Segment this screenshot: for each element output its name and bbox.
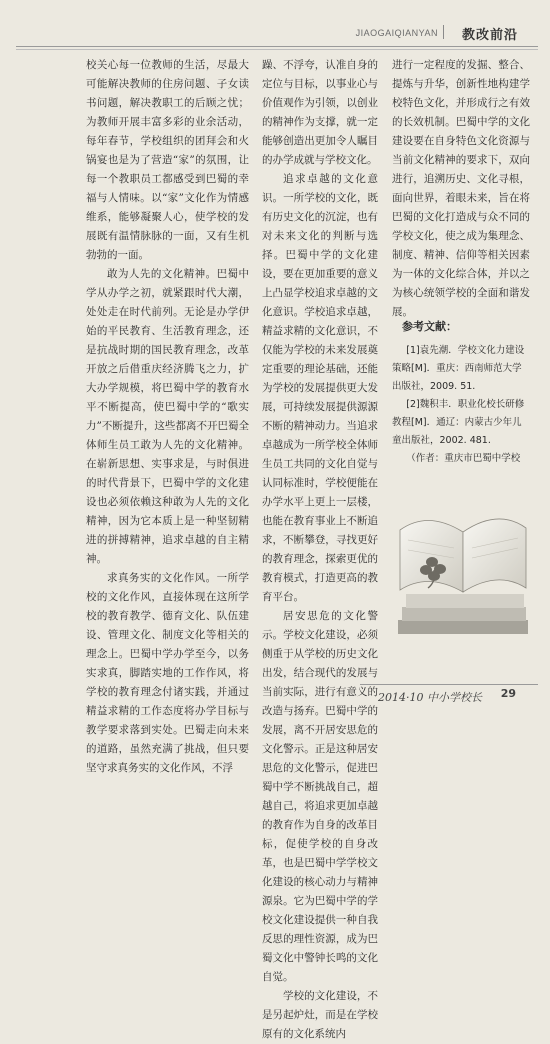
header-separator (443, 25, 444, 39)
header-rule-secondary (16, 49, 538, 50)
paragraph: 躁、不浮夸，认准自身的定位与目标，以事业心与价值观作为引领，以创业的精神作为支撑，就一定能够创造出更加令人瞩目的办学成就与学校文化。 (262, 59, 378, 166)
header-english: JIAOGAIQIANYAN (355, 28, 438, 38)
paragraph: 居安思危的文化警示。学校文化建设，必须侧重于从学校的历史文化出发，结合现代的发展与当前实际，进行有意义的改造与扬弃。巴蜀中学的发展，离不开居安思危的文化警示。正是这种居安思危的文化警示，促进巴蜀中学不断挑战自己，超越自己，将追求更加卓越的教育作为自身的改革目标，促使学校的自身改革，也是巴蜀中学学校文化建设的核心动力与精神源泉。它为巴蜀中学的学校文化建设提供一种自我反思的理性资源，成为巴蜀文化中警钟长鸣的文化自觉。 (262, 610, 378, 983)
text-column-1 (86, 56, 249, 774)
paragraph: 校关心每一位教师的生活，尽最大可能解决教师的住房问题、子女读书问题，解决教职工的后顾之忧；为教师开展丰富多彩的业余活动，每年春节，学校组织的团拜会和火锅宴也是为了营造“家”的氛围，让每一个教职员工都感受到巴蜀的幸福与人情味。以“家”文化作为情感维系，能够凝聚人心，使学校的发展既有温情脉脉的一面，又有生机勃勃的一面。 (86, 59, 249, 261)
open-book-illustration (388, 470, 538, 670)
paragraph: 追求卓越的文化意识。一所学校的文化，既有历史文化的沉淀，也有对未来文化的判断与选择。巴蜀中学的文化建设，要在更加重要的意义上凸显学校追求卓越的文化意识。学校追求卓越，精益求精的文化意识，不仅能为学校的未来发展奠定重要的理论基础，还能为学校的发展提供更大发展，可持续发展提供源源不断的精神动力。当追求卓越成为一所学校全体师生员工共同的文化自觉与认同标准时，学校便能在办学水平上更上一层楼，也能在教育事业上不断追求，不断攀登，寻找更好的教育理念，探索更优的教育模式，打造更高的教育平台。 (262, 173, 378, 603)
references-title: 参考文献： (402, 320, 457, 333)
page-footer (360, 684, 538, 707)
paragraph: 求真务实的文化作风。一所学校的文化作风，直接体现在这所学校的教育教学、德育文化、队伍建设、管理文化、制度文化等相关的理念上。巴蜀中学办学至今，以务实求真，脚踏实地的工作作风，将学校的教育理念付诸实践，并通过精益求精的工作态度将办学目标与教学要求落到实处。巴蜀走向未来的道路，虽然充满了挑战，但只要坚守求真务实的文化作风，不浮 (86, 572, 249, 774)
paragraph: 进行一定程度的发掘、整合、提炼与升华，创新性地构建学校特色文化，并形成行之有效的长效机制。巴蜀中学的文化建设要在自身特色文化资源与当前文化精神的要求下，双向进行，追溯历史、文化寻根，面向世界，着眼未来，旨在将巴蜀的文化打造成与众不同的学校文化，使之成为集理念、制度、精神、信仰等相关因素为一体的文化综合体，并以之为核心统领学校的全面和谐发展。 (392, 59, 530, 318)
header-rule (16, 46, 538, 47)
footer-issue (378, 689, 482, 705)
paragraph: 学校的文化建设，不是另起炉灶，而是在学校原有的文化系统内 (262, 990, 378, 1040)
magazine-name: 中小学校长 (427, 691, 482, 704)
author-note: （作者：重庆市巴蜀中学校 (406, 453, 521, 464)
page-header (0, 22, 540, 44)
reference-item: [2]魏积丰．职业化校长研修教程[M]．通辽：内蒙古少年儿童出版社，2002. 481. (392, 399, 525, 446)
text-column-2 (262, 56, 378, 1040)
issue-date: 2014·10 (378, 691, 424, 704)
paragraph: 敢为人先的文化精神。巴蜀中学从办学之初，就紧跟时代大潮，处处走在时代前列。无论是办学伊始的平民教育、生活教育理念，还是抗战时期的国民教育理念，改革开放之后借重庆经济腾飞之力，扩大办学规模，将巴蜀中学的教育水平不断提高，使巴蜀中学的“歌实力”不断提升，这些都离不开巴蜀全体师生员工敢为人先的文化精神。在崭新思想、实事求是，与时俱进的时代背景下，巴蜀中学的文化建设也必须依赖这种敢为人先的文化精神，因为它本质上是一种坚韧精进的拼搏精神，追求卓越的自主精神。 (86, 268, 249, 565)
text-column-3 (392, 56, 530, 318)
page-number: 29 (500, 687, 516, 700)
header-section-title: 教改前沿 (461, 28, 518, 43)
reference-item: [1]袁先潮．学校文化力建设策略[M]．重庆：西南师范大学出版社，2009. 51. (392, 345, 525, 392)
